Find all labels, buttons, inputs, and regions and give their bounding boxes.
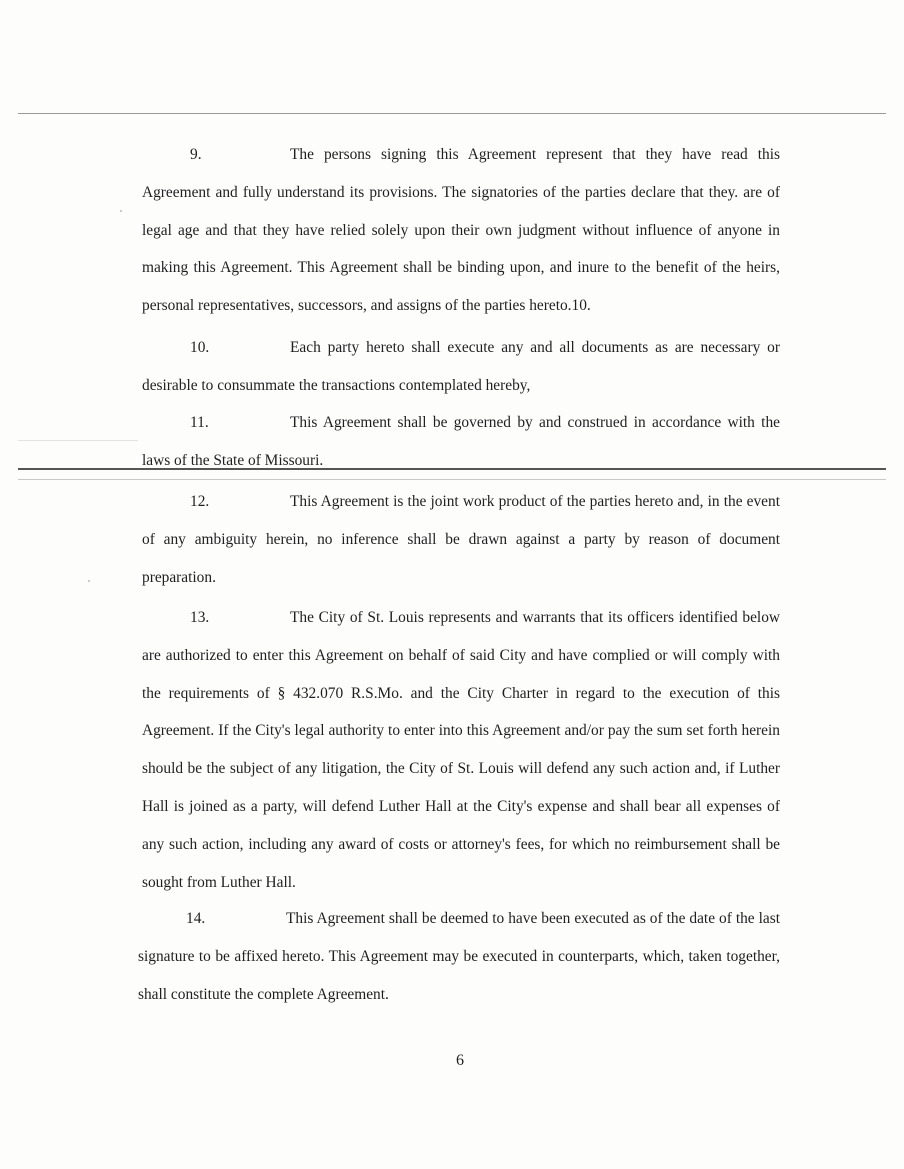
paragraph-text: The City of St. Louis represents and warrants that its officers identified below are authorized to enter this Agreement on behalf of said City and have complied or will comply with the requirements of § 432.070 R.S.Mo. and the City Charter in regard to the execution of this Agreement. If the City's legal authority to enter into this Agreement and/or pay the sum set forth herein should be the subject of any litigation, the City of St. Louis will defend any such action and, if Luther Hall is joined as a party, will defend Luther Hall at the City's expense and shall bear all expenses of any such action, including any award of costs or attorney's fees, for which no reimbursement shall be sought from Luther Hall. <box>142 609 780 891</box>
paragraph-text: Each party hereto shall execute any and all documents as are necessary or desirable to consummate the transactions contemplated hereby, <box>142 339 780 394</box>
paragraph-11 <box>142 404 780 480</box>
scan-line-top <box>18 113 886 114</box>
paragraph-10 <box>142 329 780 405</box>
scan-speck <box>120 210 122 212</box>
scan-line-faint <box>18 440 138 441</box>
paragraph-9 <box>142 136 780 325</box>
paragraph-number: 10. <box>190 339 210 356</box>
page-number: 6 <box>456 1052 464 1069</box>
paragraph-number: 13. <box>190 609 210 626</box>
paragraph-number: 11. <box>190 414 209 431</box>
paragraph-text: This Agreement shall be governed by and construed in accordance with the laws of the State of Missouri. <box>142 414 780 469</box>
paragraph-number: 9. <box>190 146 202 163</box>
paragraph-number: 12. <box>190 493 210 510</box>
scan-speck <box>88 580 90 582</box>
paragraph-text: The persons signing this Agreement represent that they have read this Agreement and fully understand its provisions. The signatories of the parties declare that they. are of legal age and that they have relied solely upon their own judgment without influence of anyone in making this Agreement. This Agreement shall be binding upon, and inure to the benefit of the heirs, personal representatives, successors, and assigns of the parties hereto.10. <box>142 146 780 315</box>
paragraph-14 <box>138 900 780 1013</box>
paragraph-number: 14. <box>186 910 206 927</box>
paragraph-text: This Agreement is the joint work product of the parties hereto and, in the event of any ambiguity herein, no inference shall be drawn against a party by reason of document preparation. <box>142 493 780 586</box>
paragraph-12 <box>142 483 780 596</box>
paragraph-text: This Agreement shall be deemed to have been executed as of the date of the last signature to be affixed hereto. This Agreement may be executed in counterparts, which, taken together, shall constitute the complete Agreement. <box>138 910 780 1003</box>
paragraph-13 <box>142 599 780 901</box>
